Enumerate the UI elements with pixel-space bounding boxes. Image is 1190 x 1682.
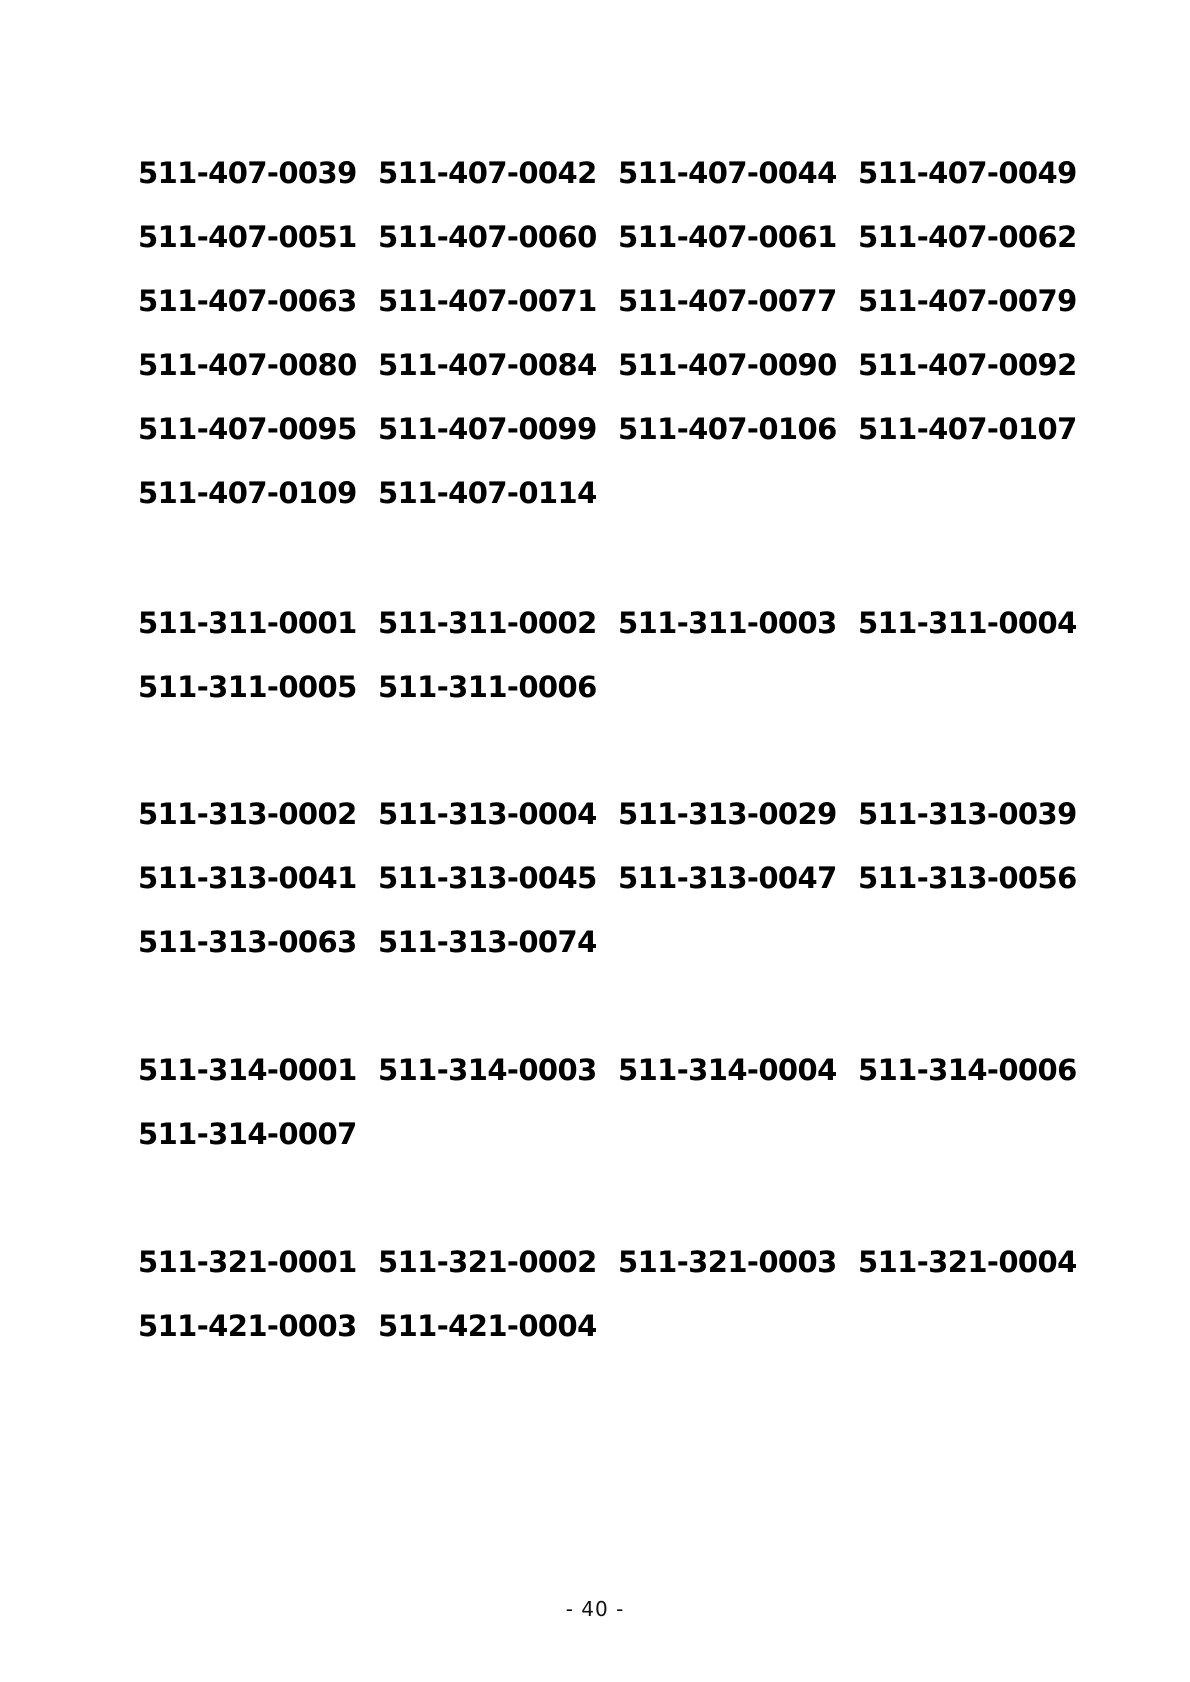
code-row — [138, 1230, 1077, 1294]
page-number: - 40 - — [565, 1597, 625, 1621]
code-entry: 511-407-0039 — [138, 155, 357, 190]
code-entry: 511-314-0001 — [138, 1052, 357, 1087]
code-row — [138, 205, 1077, 269]
code-row — [138, 1294, 1068, 1358]
code-entry: 511-313-0039 — [858, 796, 1077, 831]
code-entry: 511-407-0099 — [378, 411, 597, 446]
code-row — [138, 397, 1077, 461]
code-entry: 511-407-0084 — [378, 347, 597, 382]
code-entry: 511-407-0114 — [378, 475, 597, 510]
code-entry: 511-407-0071 — [378, 283, 597, 318]
code-row — [138, 141, 1077, 205]
code-entry: 511-421-0003 — [138, 1308, 357, 1343]
code-entry: 511-407-0090 — [618, 347, 837, 382]
code-entry: 511-321-0003 — [618, 1244, 837, 1279]
code-entry: 511-321-0002 — [378, 1244, 597, 1279]
code-row — [138, 782, 1077, 846]
code-entry: 511-313-0029 — [618, 796, 837, 831]
code-entry: 511-313-0045 — [378, 860, 597, 895]
code-entry: 511-313-0047 — [618, 860, 837, 895]
code-entry: 511-421-0004 — [378, 1308, 597, 1343]
code-row — [138, 1038, 1077, 1102]
code-entry: 511-311-0004 — [858, 605, 1077, 640]
code-entry: 511-407-0044 — [618, 155, 837, 190]
code-entry: 511-407-0077 — [618, 283, 837, 318]
code-entry: 511-313-0004 — [378, 796, 597, 831]
code-group-511-313 — [138, 782, 1077, 974]
code-entry: 511-311-0002 — [378, 605, 597, 640]
code-entry: 511-313-0063 — [138, 924, 357, 959]
code-entry: 511-407-0049 — [858, 155, 1077, 190]
code-entry: 511-313-0074 — [378, 924, 597, 959]
code-row — [138, 846, 1077, 910]
code-entry: 511-313-0041 — [138, 860, 357, 895]
code-group-511-311 — [138, 591, 1077, 719]
code-entry: 511-407-0051 — [138, 219, 357, 254]
code-group-511-314 — [138, 1038, 1077, 1166]
code-entry: 511-407-0060 — [378, 219, 597, 254]
code-entry: 511-407-0106 — [618, 411, 837, 446]
code-group-511-321 — [138, 1230, 1077, 1358]
code-entry: 511-321-0001 — [138, 1244, 357, 1279]
code-entry: 511-407-0062 — [858, 219, 1077, 254]
code-entry: 511-313-0056 — [858, 860, 1077, 895]
code-entry: 511-407-0080 — [138, 347, 357, 382]
code-row — [138, 655, 1068, 719]
code-row — [138, 269, 1077, 333]
code-entry: 511-311-0001 — [138, 605, 357, 640]
code-row — [138, 591, 1077, 655]
code-entry: 511-407-0042 — [378, 155, 597, 190]
code-entry: 511-314-0007 — [138, 1116, 357, 1151]
code-entry: 511-321-0004 — [858, 1244, 1077, 1279]
code-group-511-407 — [138, 141, 1077, 525]
code-entry: 511-314-0003 — [378, 1052, 597, 1087]
code-entry: 511-407-0063 — [138, 283, 357, 318]
code-row — [138, 461, 1068, 525]
code-entry: 511-407-0061 — [618, 219, 837, 254]
code-entry: 511-311-0005 — [138, 669, 357, 704]
code-row — [138, 1102, 1068, 1166]
code-entry: 511-407-0092 — [858, 347, 1077, 382]
code-entry: 511-407-0109 — [138, 475, 357, 510]
code-row — [138, 910, 1068, 974]
code-entry: 511-311-0006 — [378, 669, 597, 704]
code-entry: 511-407-0107 — [858, 411, 1077, 446]
code-row — [138, 333, 1077, 397]
code-entry: 511-407-0079 — [858, 283, 1077, 318]
code-entry: 511-314-0006 — [858, 1052, 1077, 1087]
code-entry: 511-407-0095 — [138, 411, 357, 446]
code-entry: 511-314-0004 — [618, 1052, 837, 1087]
code-entry: 511-313-0002 — [138, 796, 357, 831]
code-entry: 511-311-0003 — [618, 605, 837, 640]
